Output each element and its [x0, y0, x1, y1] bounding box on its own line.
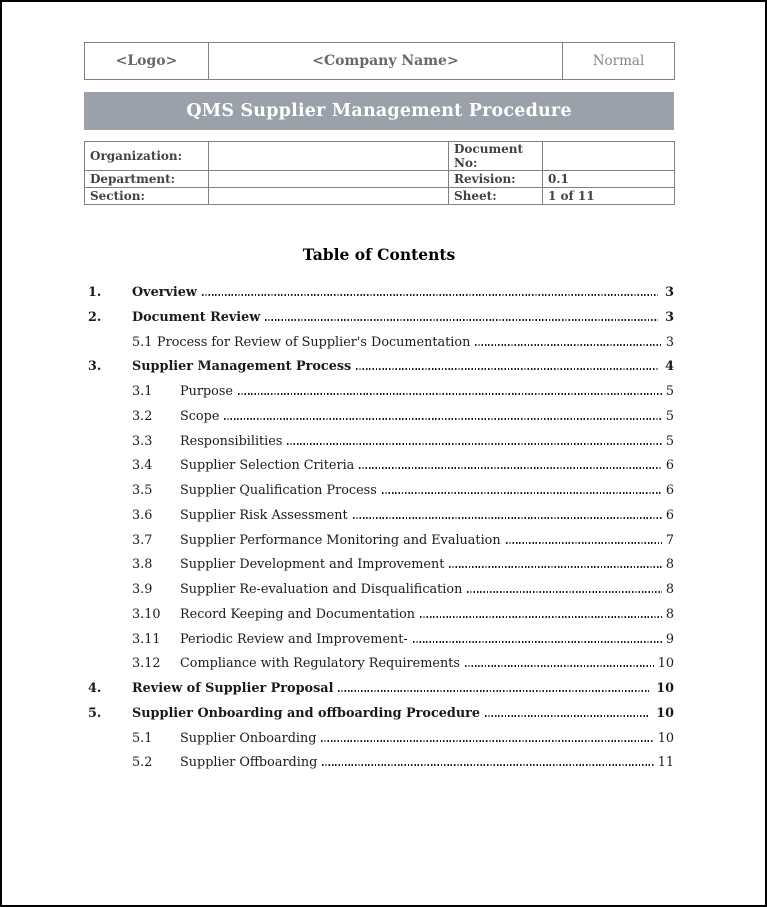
page-header-table	[84, 42, 675, 80]
toc-entry-page: 3	[665, 309, 674, 325]
toc-entry[interactable]	[84, 478, 674, 503]
toc-leader-dots	[382, 492, 662, 494]
toc-entry[interactable]	[84, 280, 674, 305]
toc-entry-label: Supplier Onboarding	[180, 730, 317, 746]
toc-entry-label: Record Keeping and Documentation	[180, 606, 416, 622]
toc-entry-label: Document Review	[132, 309, 261, 325]
section-label: Section:	[85, 188, 209, 205]
toc-leader-dots	[321, 740, 653, 742]
toc-entry[interactable]	[84, 354, 674, 379]
toc-entry-page: 5	[665, 384, 674, 399]
toc-entry-label: Supplier Development and Improvement	[180, 557, 445, 573]
toc-entry[interactable]	[84, 602, 674, 627]
toc-entry-page: 10	[657, 730, 674, 746]
toc-leader-dots	[224, 418, 661, 420]
toc-leader-dots	[420, 616, 662, 618]
toc-entry-number: 5.	[88, 705, 102, 721]
document-title: QMS Supplier Management Procedure	[186, 101, 572, 121]
toc-entry-label: Supplier Re-evaluation and Disqualification	[180, 582, 463, 597]
toc-entry-number: 3.2	[132, 408, 153, 424]
toc-entry[interactable]	[84, 503, 674, 528]
document-title-banner	[84, 92, 674, 130]
toc-entry[interactable]	[84, 453, 674, 478]
toc-entry-number: 3.9	[132, 582, 153, 597]
toc-entry-number: 1.	[88, 285, 102, 300]
toc-leader-dots	[353, 517, 662, 519]
toc-entry[interactable]	[84, 577, 674, 602]
toc-entry[interactable]	[84, 305, 674, 330]
toc-entry-page: 5	[665, 433, 674, 449]
toc-entry-page: 8	[665, 557, 674, 573]
toc-leader-dots	[485, 715, 649, 717]
toc-leader-dots	[356, 368, 658, 370]
toc-entry-number: 5.1	[132, 334, 153, 350]
toc-entry[interactable]	[84, 726, 674, 751]
toc-entry-number: 4.	[88, 681, 102, 696]
toc-entry-number: 3.7	[132, 532, 153, 548]
doc-type-cell: Normal	[563, 43, 675, 80]
toc-entry-label: Supplier Onboarding and offboarding Procedure	[132, 705, 481, 721]
toc-entry[interactable]	[84, 750, 674, 775]
toc-entry[interactable]	[84, 651, 674, 676]
toc-entry-label: Scope	[180, 408, 220, 424]
toc-entry[interactable]	[84, 404, 674, 429]
toc-entry-label: Purpose	[180, 384, 234, 399]
toc-entry-page: 6	[665, 507, 674, 523]
toc-heading: Table of Contents	[302, 245, 456, 264]
revision-value: 0.1	[543, 171, 675, 188]
toc-leader-dots	[202, 294, 658, 296]
toc-entry-page: 9	[665, 631, 674, 647]
department-value	[209, 171, 449, 188]
toc-leader-dots	[238, 393, 662, 395]
toc-leader-dots	[506, 542, 662, 544]
toc-entry-page: 4	[665, 359, 674, 375]
toc-entry-label: Review of Supplier Proposal	[132, 681, 334, 696]
document-info-table	[84, 141, 675, 205]
toc-leader-dots	[465, 665, 654, 667]
department-label: Department:	[85, 171, 209, 188]
toc-entry-number: 3.1	[132, 384, 153, 399]
toc-entry[interactable]	[84, 701, 674, 726]
toc-entry-number: 3.11	[132, 631, 161, 647]
toc-entry-page: 10	[657, 656, 674, 672]
toc-entry-number: 3.6	[132, 507, 153, 523]
toc-leader-dots	[338, 690, 649, 692]
company-name-placeholder: <Company Name>	[209, 43, 563, 80]
toc-entry-number: 3.3	[132, 433, 153, 449]
sheet-label: Sheet:	[449, 188, 543, 205]
toc-entry-label: Supplier Qualification Process	[180, 483, 377, 498]
toc-entry[interactable]	[84, 429, 674, 454]
toc-entry-number: 3.10	[132, 606, 161, 622]
toc-entry-number: 3.	[88, 359, 102, 375]
toc-entry[interactable]	[84, 330, 674, 355]
document-no-value	[543, 142, 675, 171]
toc-entry-page: 8	[665, 606, 674, 622]
toc-entry-number: 5.2	[132, 755, 153, 771]
toc-entry-label: Process for Review of Supplier's Documentation	[157, 334, 471, 350]
toc-entry-page: 11	[657, 755, 674, 771]
toc-entry-label: Compliance with Regulatory Requirements	[180, 656, 460, 672]
toc-entry-label: Supplier Risk Assessment	[180, 507, 348, 523]
document-no-label: Document No:	[449, 142, 543, 171]
toc-entry-page: 10	[656, 705, 674, 721]
toc-leader-dots	[265, 319, 658, 321]
logo-placeholder: <Logo>	[85, 43, 209, 80]
toc-entry-label: Supplier Management Process	[132, 359, 352, 375]
toc-entry[interactable]	[84, 552, 674, 577]
toc-entry-page: 7	[665, 532, 674, 548]
toc-entry-number: 5.1	[132, 730, 153, 746]
toc-entry[interactable]	[84, 379, 674, 404]
toc-entry-number: 3.8	[132, 557, 153, 573]
toc-leader-dots	[467, 591, 662, 593]
toc-entry[interactable]	[84, 528, 674, 553]
toc-entry-page: 6	[665, 483, 674, 498]
toc-entry-number: 3.5	[132, 483, 153, 498]
toc-entry-number: 3.12	[132, 656, 161, 672]
toc-entry-number: 3.4	[132, 458, 153, 474]
toc-entry-label: Supplier Performance Monitoring and Evaluation	[180, 532, 501, 548]
toc-entry-number: 2.	[88, 309, 102, 325]
toc-entry-page: 5	[665, 408, 674, 424]
toc-entry-page: 8	[665, 582, 674, 597]
toc-entry-page: 3	[665, 285, 674, 300]
toc-entry-page: 10	[656, 681, 674, 696]
sheet-value: 1 of 11	[543, 188, 675, 205]
toc-leader-dots	[287, 443, 661, 445]
toc-leader-dots	[322, 764, 653, 766]
toc-entry-label: Responsibilities	[180, 433, 283, 449]
toc-entry-label: Supplier Selection Criteria	[180, 458, 355, 474]
toc-entry[interactable]	[84, 627, 674, 652]
section-value	[209, 188, 449, 205]
organization-value	[209, 142, 449, 171]
toc-entry-page: 3	[665, 334, 674, 350]
toc-list	[84, 280, 674, 775]
toc-entry-label: Periodic Review and Improvement-	[180, 631, 408, 647]
toc-leader-dots	[449, 566, 661, 568]
revision-label: Revision:	[449, 171, 543, 188]
toc-entry-label: Supplier Offboarding	[180, 755, 318, 771]
toc-entry-page: 6	[665, 458, 674, 474]
toc-leader-dots	[359, 467, 662, 469]
toc-leader-dots	[413, 641, 662, 643]
document-body	[84, 42, 674, 775]
organization-label: Organization:	[85, 142, 209, 171]
toc-entry-label: Overview	[132, 285, 197, 300]
toc-entry[interactable]	[84, 676, 674, 701]
toc-leader-dots	[475, 344, 662, 346]
